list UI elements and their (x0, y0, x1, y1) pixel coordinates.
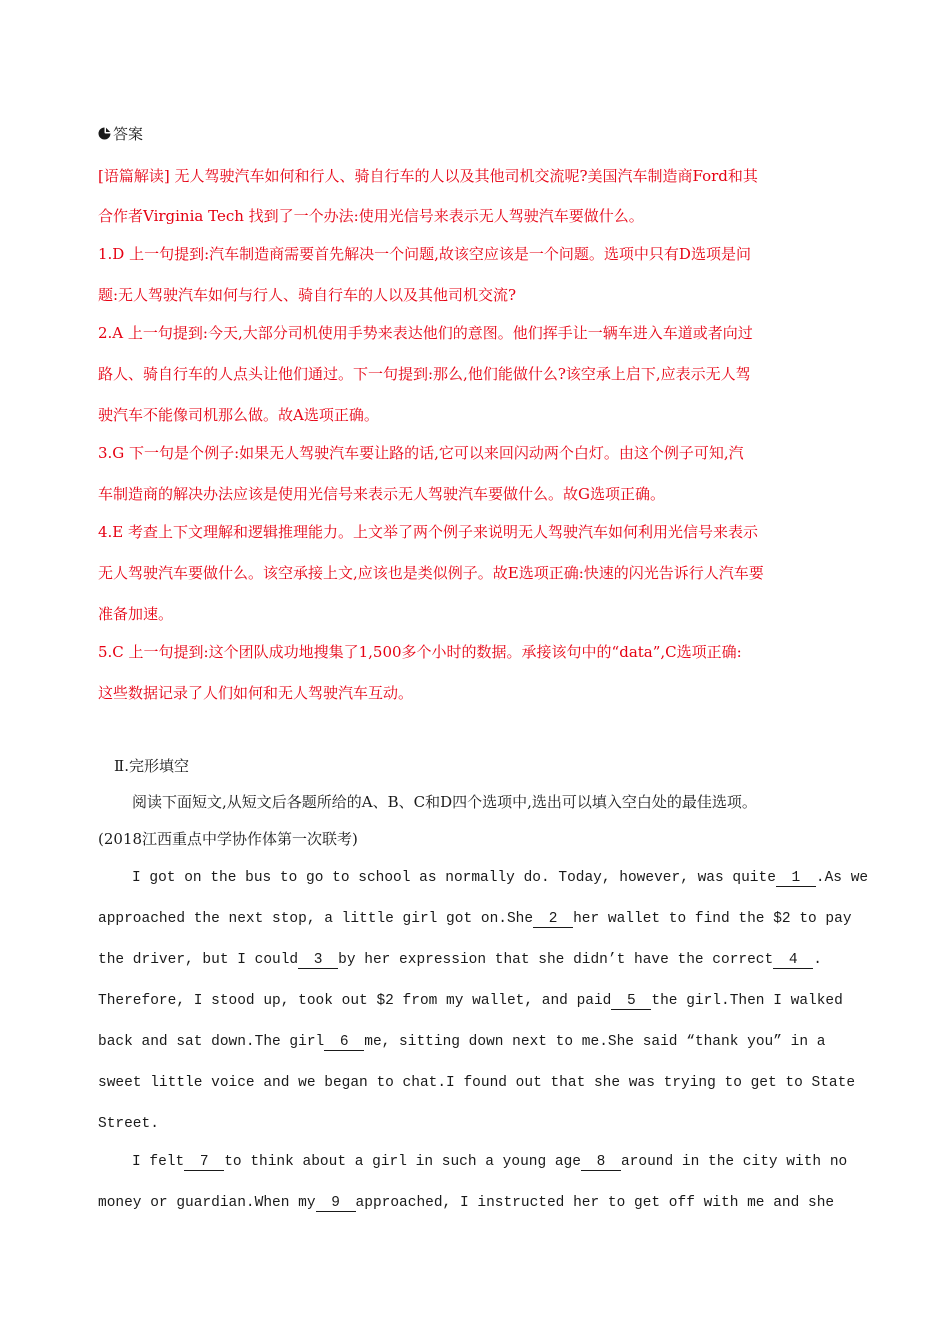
section-source: (2018江西重点中学协作体第一次联考) (98, 830, 358, 848)
passage-text: . (813, 952, 822, 968)
answer-marker-icon (98, 127, 111, 140)
passage-line (98, 950, 822, 970)
passage-text: me, sitting down next to me.She said “thank you” in a (364, 1034, 826, 1050)
answer-1-line-2: 题:无人驾驶汽车如何与行人、骑自行车的人以及其他司机交流? (98, 286, 517, 304)
passage-text: around in the city with no (620, 1154, 848, 1170)
blank-6: 6 (324, 1034, 364, 1051)
passage-text: to think about a girl in such a young age (224, 1154, 581, 1170)
answer-4-line-1: 4.E 考查上下文理解和逻辑推理能力。上文举了两个例子来说明无人驾驶汽车如何利用光信号来表示 (98, 523, 759, 541)
passage-line: sweet little voice and we began to chat.I found out that she was trying to get to State (98, 1075, 856, 1091)
answer-4-line-2: 无人驾驶汽车要做什么。该空承接上文,应该也是类似例子。故E选项正确:快速的闪光告诉行人汽车要 (98, 564, 764, 582)
blank-5: 5 (611, 993, 651, 1010)
passage-text: her wallet to find the $2 to pay (573, 911, 852, 927)
passage-text: money or guardian.When my (98, 1195, 316, 1211)
passage-line (98, 909, 852, 929)
intro-line-2: 合作者Virginia Tech 找到了一个办法:使用光信号来表示无人驾驶汽车要做什么。 (98, 207, 644, 225)
blank-2: 2 (533, 911, 573, 928)
answer-2-line-2: 路人、骑自行车的人点头让他们通过。下一句提到:那么,他们能做什么?该空承上启下,应表示无人驾 (98, 365, 751, 383)
answer-title: 答案 (113, 125, 144, 143)
answer-3-line-2: 车制造商的解决办法应该是使用光信号来表示无人驾驶汽车要做什么。故G选项正确。 (98, 485, 665, 503)
passage-text: Therefore, I stood up, took out $2 from my wallet, and paid (98, 993, 612, 1009)
passage-text: I felt (132, 1154, 185, 1170)
section-title: Ⅱ.完形填空 (114, 757, 189, 775)
passage-text: by her expression that she didn’t have the correct (338, 952, 774, 968)
passage-line (98, 1032, 825, 1052)
passage-text: approached, I instructed her to get off with me and she (355, 1195, 835, 1211)
passage-text: approached the next stop, a little girl got on.She (98, 911, 534, 927)
passage-line (98, 1193, 834, 1213)
answer-5-line-2: 这些数据记录了人们如何和无人驾驶汽车互动。 (98, 684, 414, 702)
blank-8: 8 (581, 1154, 621, 1171)
passage-line (98, 991, 843, 1011)
blank-7: 7 (184, 1154, 224, 1171)
answer-3-line-1: 3.G 下一句是个例子:如果无人驾驶汽车要让路的话,它可以来回闪动两个白灯。由这个例子可知,汽 (98, 444, 744, 462)
passage-line (132, 868, 868, 888)
blank-4: 4 (773, 952, 813, 969)
passage-text: the driver, but I could (98, 952, 299, 968)
blank-9: 9 (316, 1195, 356, 1212)
answer-1-line-1: 1.D 上一句提到:汽车制造商需要首先解决一个问题,故该空应该是一个问题。选项中只有D选项是问 (98, 245, 751, 263)
answer-4-line-3: 准备加速。 (98, 605, 174, 623)
intro-line-1: [语篇解读] 无人驾驶汽车如何和行人、骑自行车的人以及其他司机交流呢?美国汽车制造商Ford和其 (98, 167, 758, 185)
passage-line (132, 1152, 847, 1172)
passage-text: the girl.Then I walked (651, 993, 843, 1009)
blank-3: 3 (298, 952, 338, 969)
passage-text: back and sat down.The girl (98, 1034, 325, 1050)
answer-2-line-3: 驶汽车不能像司机那么做。故A选项正确。 (98, 406, 379, 424)
blank-1: 1 (776, 870, 816, 887)
answer-2-line-1: 2.A 上一句提到:今天,大部分司机使用手势来表达他们的意图。他们挥手让一辆车进入车道或者向过 (98, 324, 753, 342)
section-instruction: 阅读下面短文,从短文后各题所给的A、B、C和D四个选项中,选出可以填入空白处的最佳选项。 (132, 793, 757, 811)
passage-text: .As we (815, 870, 869, 886)
answer-5-line-1: 5.C 上一句提到:这个团队成功地搜集了1,500多个小时的数据。承接该句中的“data”,C选项正确: (98, 643, 742, 661)
passage-line: Street. (98, 1116, 159, 1132)
passage-text: I got on the bus to go to school as normally do. Today, however, was quite (132, 870, 776, 886)
answer-heading (98, 124, 143, 144)
